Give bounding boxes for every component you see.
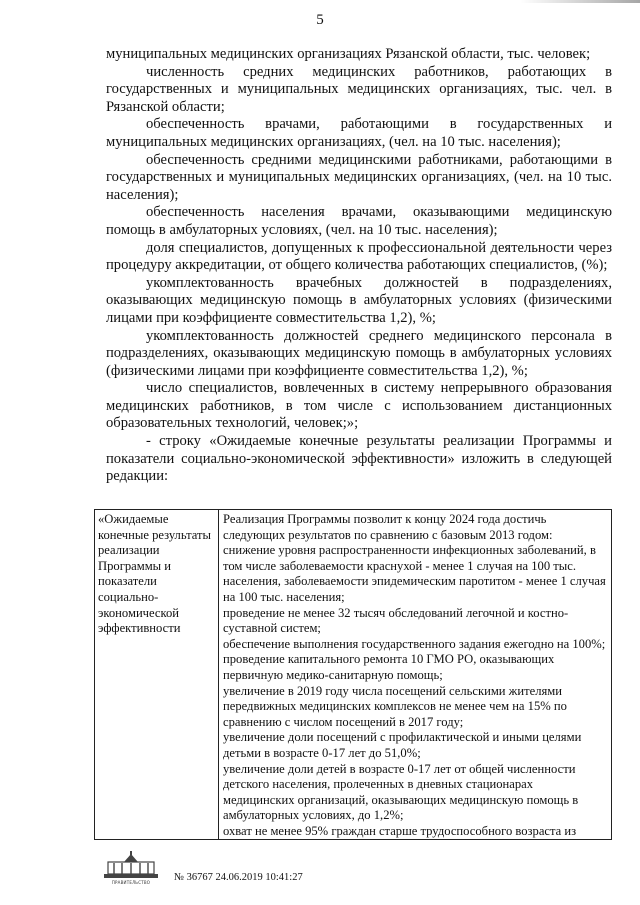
paragraph: обеспеченность врачами, работающими в государственных и муниципальных медицинских организациях, (чел. на 10 тыс. населения); <box>106 116 612 150</box>
table-line: охват не менее 95% граждан старше трудоспособного возраста из <box>223 823 577 838</box>
scan-edge-mark <box>520 0 640 3</box>
page-number: 5 <box>316 12 324 28</box>
paragraph: - строку «Ожидаемые конечные результаты реализации Программы и показатели социально-экономической эффективности» изложить в следующей редакции: <box>106 433 612 485</box>
paragraph: муниципальных медицинских организациях Рязанской области, тыс. человек; <box>106 46 591 62</box>
table-line: обеспечение выполнения государственного задания ежегодно на 100%; <box>223 636 606 651</box>
paragraph: численность средних медицинских работников, работающих в государственных и муниципальных медицинских организациях, тыс. чел. в Рязанской области; <box>106 63 612 115</box>
paragraph: укомплектованность врачебных должностей в подразделениях, оказывающих медицинскую помощь в амбулаторных условиях (физическими лицами при коэффициенте совместительства 1,2), %; <box>106 274 612 326</box>
table-left-cell: «Ожидаемые конечные результаты реализации Программы и показатели социально-экономической эффективности <box>95 510 219 839</box>
document-id-stamp: № 36767 24.06.2019 10:41:27 <box>174 872 303 883</box>
paragraph: обеспеченность населения врачами, оказывающими медицинскую помощь в амбулаторных условиях, (чел. на 10 тыс. населения); <box>106 204 612 238</box>
footer <box>100 850 400 890</box>
table-line: увеличение доли детей в возрасте 0-17 лет от общей численности детского населения, пролеченных в дневных стационарах медицинских организаций, оказывающих медицинскую помощь в амбулаторных условиях, до 1,2%; <box>223 761 579 823</box>
table-right-cell <box>219 510 611 839</box>
logo-caption: ПРАВИТЕЛЬСТВО <box>111 880 151 885</box>
paragraph: обеспеченность средними медицинскими работниками, работающими в государственных и муниципальных медицинских организациях, (чел. на 10 тыс. населения); <box>106 151 612 203</box>
paragraph: доля специалистов, допущенных к профессиональной деятельности через процедуру аккредитации, от общего количества работающих специалистов, (%); <box>106 239 612 274</box>
table-line: увеличение доли посещений с профилактической и иными целями детьми в возрасте 0-17 лет до 51,0%; <box>223 730 582 760</box>
body-text <box>106 46 612 486</box>
results-table <box>94 509 612 840</box>
table-line: снижение уровня распространенности инфекционных заболеваний, в том числе заболеваемости краснухой - менее 1 случая на 100 тыс. населения, заболеваемости эпидемическим паротитом - менее 1 случая на 100 тыс. населения; <box>223 543 606 604</box>
table-line: проведение капитального ремонта 10 ГМО РО, оказывающих первичную медико-санитарную помощь; <box>223 652 555 682</box>
table-line: увеличение в 2019 году числа посещений сельскими жителями передвижных медицинских комплексов не менее чем на 15% по сравнению с числом посещений в 2017 году; <box>223 683 567 729</box>
table-line: проведение не менее 32 тысяч обследований легочной и костно-суставной систем; <box>223 605 569 636</box>
paragraph: число специалистов, вовлеченных в систему непрерывного образования медицинских работников, в том числе с использованием дистанционных образовательных технологий, человек;»; <box>106 380 612 432</box>
table-line: Реализация Программы позволит к концу 2024 года достичь следующих результатов по сравнению с базовым 2013 годом: <box>223 512 553 542</box>
paragraph: укомплектованность должностей среднего медицинского персонала в подразделениях, оказывающих медицинскую помощь в амбулаторных условиях (физическими лицами при коэффициенте совместительства 1,2), %; <box>106 327 612 379</box>
